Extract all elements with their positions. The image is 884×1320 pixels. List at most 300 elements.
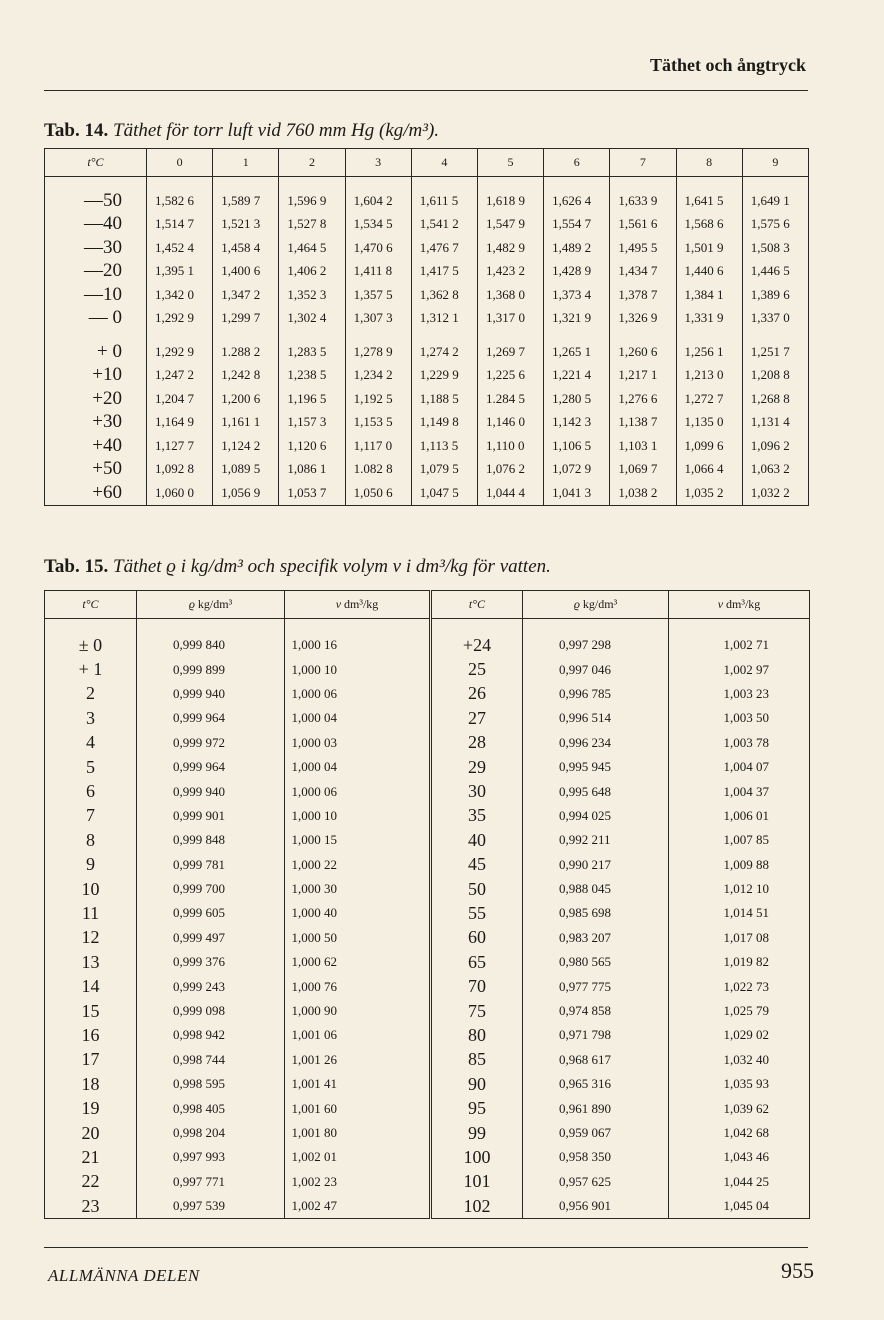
temperature-cell: 99 xyxy=(431,1121,523,1145)
temperature-cell: 80 xyxy=(431,1023,523,1047)
temperature-cell: 65 xyxy=(431,950,523,974)
temperature-cell: 26 xyxy=(431,682,523,706)
density-cell: 1,142 3 xyxy=(544,411,610,435)
specific-volume-cell: 1,000 22 xyxy=(285,853,431,877)
density-cell: 1,217 1 xyxy=(610,364,676,388)
table-row xyxy=(45,731,810,755)
density-cell: 0,980 565 xyxy=(523,950,669,974)
density-cell: 0,996 514 xyxy=(523,706,669,730)
t14-col-header: 4 xyxy=(411,149,477,177)
density-cell: 1,069 7 xyxy=(610,458,676,482)
density-cell: 0,977 775 xyxy=(523,974,669,998)
density-cell: 1,357 5 xyxy=(345,283,411,307)
specific-volume-cell: 1,017 08 xyxy=(669,926,810,950)
temperature-cell: 45 xyxy=(431,853,523,877)
specific-volume-cell: 1,000 06 xyxy=(285,779,431,803)
density-cell: 1,131 4 xyxy=(742,411,808,435)
temperature-cell: —30 xyxy=(45,236,147,260)
temperature-cell: 16 xyxy=(45,1023,137,1047)
temperature-cell: 55 xyxy=(431,901,523,925)
density-cell: 0,997 993 xyxy=(137,1145,285,1169)
density-cell: 1,060 0 xyxy=(147,481,213,505)
density-cell: 1,326 9 xyxy=(610,307,676,331)
density-cell: 1,113 5 xyxy=(411,434,477,458)
density-cell: 1,299 7 xyxy=(213,307,279,331)
temperature-cell: 8 xyxy=(45,828,137,852)
density-cell: 0,996 234 xyxy=(523,731,669,755)
density-cell: 1,417 5 xyxy=(411,260,477,284)
density-cell: 0,999 901 xyxy=(137,804,285,828)
temperature-cell: 17 xyxy=(45,1048,137,1072)
density-cell: 1,103 1 xyxy=(610,434,676,458)
specific-volume-cell: 1,009 88 xyxy=(669,853,810,877)
density-cell: 1,283 5 xyxy=(279,340,345,364)
density-cell: 0,999 964 xyxy=(137,706,285,730)
density-cell: 1,268 8 xyxy=(742,387,808,411)
density-cell: 1,200 6 xyxy=(213,387,279,411)
temperature-cell: 60 xyxy=(431,926,523,950)
density-cell: 0,958 350 xyxy=(523,1145,669,1169)
density-cell: 1,508 3 xyxy=(742,236,808,260)
density-cell: 0,956 901 xyxy=(523,1194,669,1219)
specific-volume-cell: 1,000 16 xyxy=(285,633,431,657)
density-cell: 0,999 605 xyxy=(137,901,285,925)
density-cell: 0,999 940 xyxy=(137,779,285,803)
specific-volume-cell: 1,022 73 xyxy=(669,974,810,998)
table-row xyxy=(45,877,810,901)
density-cell: 1,423 2 xyxy=(477,260,543,284)
water-density-table xyxy=(44,590,810,1219)
density-cell: 1,534 5 xyxy=(345,213,411,237)
density-cell: 1,035 2 xyxy=(676,481,742,505)
specific-volume-cell: 1,003 78 xyxy=(669,731,810,755)
density-cell: 0,999 972 xyxy=(137,731,285,755)
density-cell: 0,983 207 xyxy=(523,926,669,950)
t15-col-rho-right: ϱ kg/dm³ xyxy=(523,591,669,619)
temperature-cell: 50 xyxy=(431,877,523,901)
density-cell: 1,292 9 xyxy=(147,340,213,364)
density-cell: 0,995 648 xyxy=(523,779,669,803)
density-cell: 0,999 376 xyxy=(137,950,285,974)
density-cell: 1,149 8 xyxy=(411,411,477,435)
temperature-cell: 2 xyxy=(45,682,137,706)
specific-volume-cell: 1,000 76 xyxy=(285,974,431,998)
density-cell: 1,321 9 xyxy=(544,307,610,331)
specific-volume-cell: 1,014 51 xyxy=(669,901,810,925)
temperature-cell: +20 xyxy=(45,387,147,411)
density-cell: 1,428 9 xyxy=(544,260,610,284)
density-cell: 1,164 9 xyxy=(147,411,213,435)
density-cell: 1,188 5 xyxy=(411,387,477,411)
density-cell: 1,395 1 xyxy=(147,260,213,284)
density-cell: 1,633 9 xyxy=(610,189,676,213)
specific-volume-cell: 1,000 10 xyxy=(285,657,431,681)
density-cell: 0,999 781 xyxy=(137,853,285,877)
density-cell: 1,470 6 xyxy=(345,236,411,260)
density-cell: 0,999 840 xyxy=(137,633,285,657)
density-cell: 0,957 625 xyxy=(523,1170,669,1194)
specific-volume-cell: 1,006 01 xyxy=(669,804,810,828)
specific-volume-cell: 1,003 23 xyxy=(669,682,810,706)
t14-col-header: 0 xyxy=(147,149,213,177)
density-cell: 1,120 6 xyxy=(279,434,345,458)
specific-volume-cell: 1,002 47 xyxy=(285,1194,431,1219)
density-cell: 0,990 217 xyxy=(523,853,669,877)
specific-volume-cell: 1,002 01 xyxy=(285,1145,431,1169)
density-cell: 1,434 7 xyxy=(610,260,676,284)
density-cell: 1.288 2 xyxy=(213,340,279,364)
density-cell: 0,971 798 xyxy=(523,1023,669,1047)
density-cell: 1,063 2 xyxy=(742,458,808,482)
temperature-cell: 27 xyxy=(431,706,523,730)
temperature-cell: 102 xyxy=(431,1194,523,1219)
table-row xyxy=(45,307,809,331)
temperature-cell: 75 xyxy=(431,999,523,1023)
density-cell: 0,999 700 xyxy=(137,877,285,901)
density-cell: 0,998 405 xyxy=(137,1096,285,1120)
specific-volume-cell: 1,042 68 xyxy=(669,1121,810,1145)
density-cell: 0,999 243 xyxy=(137,974,285,998)
table-row xyxy=(45,481,809,505)
t14-col-header: 6 xyxy=(544,149,610,177)
density-cell: 0,959 067 xyxy=(523,1121,669,1145)
density-cell: 1,649 1 xyxy=(742,189,808,213)
temperature-cell: 7 xyxy=(45,804,137,828)
density-cell: 1,452 4 xyxy=(147,236,213,260)
density-cell: 0,998 744 xyxy=(137,1048,285,1072)
density-cell: 0,985 698 xyxy=(523,901,669,925)
density-cell: 1,292 9 xyxy=(147,307,213,331)
density-cell: 1,032 2 xyxy=(742,481,808,505)
specific-volume-cell: 1,035 93 xyxy=(669,1072,810,1096)
density-cell: 1,278 9 xyxy=(345,340,411,364)
density-cell: 1,495 5 xyxy=(610,236,676,260)
density-cell: 0,965 316 xyxy=(523,1072,669,1096)
density-cell: 1,044 4 xyxy=(477,481,543,505)
specific-volume-cell: 1,043 46 xyxy=(669,1145,810,1169)
density-cell: 1,089 5 xyxy=(213,458,279,482)
specific-volume-cell: 1,000 04 xyxy=(285,706,431,730)
density-cell: 1,208 8 xyxy=(742,364,808,388)
density-cell: 1,110 0 xyxy=(477,434,543,458)
specific-volume-cell: 1,000 03 xyxy=(285,731,431,755)
density-cell: 1,342 0 xyxy=(147,283,213,307)
density-cell: 1,047 5 xyxy=(411,481,477,505)
density-cell: 1,196 5 xyxy=(279,387,345,411)
table-row xyxy=(45,260,809,284)
density-cell: 1,476 7 xyxy=(411,236,477,260)
density-cell: 1,307 3 xyxy=(345,307,411,331)
density-cell: 1,153 5 xyxy=(345,411,411,435)
table14-label: Tab. 14. xyxy=(44,120,109,141)
density-cell: 1,626 4 xyxy=(544,189,610,213)
density-cell: 1,489 2 xyxy=(544,236,610,260)
specific-volume-cell: 1,039 62 xyxy=(669,1096,810,1120)
temperature-cell: 85 xyxy=(431,1048,523,1072)
density-cell: 1,280 5 xyxy=(544,387,610,411)
temperature-cell: —50 xyxy=(45,189,147,213)
t15-col-t-right: t°C xyxy=(431,591,523,619)
density-cell: 1,501 9 xyxy=(676,236,742,260)
specific-volume-cell: 1,001 06 xyxy=(285,1023,431,1047)
density-cell: 1,076 2 xyxy=(477,458,543,482)
t14-col-header: 7 xyxy=(610,149,676,177)
air-density-table xyxy=(44,148,809,506)
density-cell: 0,988 045 xyxy=(523,877,669,901)
density-cell: 1,362 8 xyxy=(411,283,477,307)
density-cell: 1,547 9 xyxy=(477,213,543,237)
t14-col-header: t°C xyxy=(45,149,147,177)
temperature-cell: 101 xyxy=(431,1170,523,1194)
density-cell: 1,117 0 xyxy=(345,434,411,458)
density-cell: 1,242 8 xyxy=(213,364,279,388)
density-cell: 1,079 5 xyxy=(411,458,477,482)
density-cell: 0,996 785 xyxy=(523,682,669,706)
density-cell: 0,968 617 xyxy=(523,1048,669,1072)
density-cell: 0,995 945 xyxy=(523,755,669,779)
density-cell: 1,368 0 xyxy=(477,283,543,307)
density-cell: 1.284 5 xyxy=(477,387,543,411)
density-cell: 1,458 4 xyxy=(213,236,279,260)
table-row xyxy=(45,458,809,482)
density-cell: 1,229 9 xyxy=(411,364,477,388)
specific-volume-cell: 1,002 71 xyxy=(669,633,810,657)
density-cell: 1,352 3 xyxy=(279,283,345,307)
table-row xyxy=(45,779,810,803)
table-row xyxy=(45,1023,810,1047)
temperature-cell: +30 xyxy=(45,411,147,435)
specific-volume-cell: 1,000 40 xyxy=(285,901,431,925)
density-cell: 0,999 098 xyxy=(137,999,285,1023)
specific-volume-cell: 1,000 15 xyxy=(285,828,431,852)
density-cell: 1.082 8 xyxy=(345,458,411,482)
table15-title: Täthet ϱ i kg/dm³ och specifik volym v i dm³/kg för vatten. xyxy=(113,556,551,577)
density-cell: 0,992 211 xyxy=(523,828,669,852)
specific-volume-cell: 1,032 40 xyxy=(669,1048,810,1072)
density-cell: 1,050 6 xyxy=(345,481,411,505)
density-cell: 1,157 3 xyxy=(279,411,345,435)
table-row xyxy=(45,387,809,411)
temperature-cell: +50 xyxy=(45,458,147,482)
density-cell: 1,618 9 xyxy=(477,189,543,213)
section-name: ALLMÄNNA DELEN xyxy=(48,1266,200,1285)
density-cell: 0,999 940 xyxy=(137,682,285,706)
density-cell: 1,106 5 xyxy=(544,434,610,458)
density-cell: 0,974 858 xyxy=(523,999,669,1023)
temperature-cell: +24 xyxy=(431,633,523,657)
density-cell: 1,274 2 xyxy=(411,340,477,364)
specific-volume-cell: 1,025 79 xyxy=(669,999,810,1023)
specific-volume-cell: 1,000 06 xyxy=(285,682,431,706)
temperature-cell: —10 xyxy=(45,283,147,307)
density-cell: 0,999 899 xyxy=(137,657,285,681)
specific-volume-cell: 1,044 25 xyxy=(669,1170,810,1194)
temperature-cell: 23 xyxy=(45,1194,137,1219)
table-row xyxy=(45,213,809,237)
density-cell: 1,192 5 xyxy=(345,387,411,411)
t15-col-rho-left: ϱ kg/dm³ xyxy=(137,591,285,619)
table-row xyxy=(45,633,810,657)
table-row xyxy=(45,236,809,260)
temperature-cell: ± 0 xyxy=(45,633,137,657)
table-row xyxy=(45,1121,810,1145)
specific-volume-cell: 1,002 23 xyxy=(285,1170,431,1194)
temperature-cell: 30 xyxy=(431,779,523,803)
table-row xyxy=(45,755,810,779)
specific-volume-cell: 1,019 82 xyxy=(669,950,810,974)
specific-volume-cell: 1,000 10 xyxy=(285,804,431,828)
density-cell: 1,146 0 xyxy=(477,411,543,435)
t14-col-header: 2 xyxy=(279,149,345,177)
density-cell: 1,384 1 xyxy=(676,283,742,307)
table15-label: Tab. 15. xyxy=(44,556,109,577)
specific-volume-cell: 1,012 10 xyxy=(669,877,810,901)
temperature-cell: 100 xyxy=(431,1145,523,1169)
density-cell: 1,411 8 xyxy=(345,260,411,284)
temperature-cell: — 0 xyxy=(45,307,147,331)
table-row xyxy=(45,1072,810,1096)
density-cell: 1,389 6 xyxy=(742,283,808,307)
t14-col-header: 3 xyxy=(345,149,411,177)
table-row xyxy=(45,1048,810,1072)
density-cell: 0,961 890 xyxy=(523,1096,669,1120)
temperature-cell: 95 xyxy=(431,1096,523,1120)
density-cell: 1,260 6 xyxy=(610,340,676,364)
footer-rule xyxy=(44,1247,808,1248)
density-cell: 1,347 2 xyxy=(213,283,279,307)
table-row xyxy=(45,364,809,388)
temperature-cell: 5 xyxy=(45,755,137,779)
density-cell: 0,994 025 xyxy=(523,804,669,828)
specific-volume-cell: 1,002 97 xyxy=(669,657,810,681)
specific-volume-cell: 1,000 50 xyxy=(285,926,431,950)
density-cell: 1,440 6 xyxy=(676,260,742,284)
temperature-cell: 21 xyxy=(45,1145,137,1169)
density-cell: 1,641 5 xyxy=(676,189,742,213)
density-cell: 1,446 5 xyxy=(742,260,808,284)
t14-col-header: 8 xyxy=(676,149,742,177)
density-cell: 1,604 2 xyxy=(345,189,411,213)
table-row xyxy=(45,1170,810,1194)
temperature-cell: 25 xyxy=(431,657,523,681)
table-row xyxy=(45,1096,810,1120)
density-cell: 1,582 6 xyxy=(147,189,213,213)
specific-volume-cell: 1,045 04 xyxy=(669,1194,810,1219)
temperature-cell: 70 xyxy=(431,974,523,998)
specific-volume-cell: 1,004 37 xyxy=(669,779,810,803)
specific-volume-cell: 1,001 26 xyxy=(285,1048,431,1072)
density-cell: 0,997 046 xyxy=(523,657,669,681)
specific-volume-cell: 1,004 07 xyxy=(669,755,810,779)
temperature-cell: 22 xyxy=(45,1170,137,1194)
table-row xyxy=(45,853,810,877)
density-cell: 1,041 3 xyxy=(544,481,610,505)
density-cell: 1,554 7 xyxy=(544,213,610,237)
t15-col-t-left: t°C xyxy=(45,591,137,619)
density-cell: 1,092 8 xyxy=(147,458,213,482)
density-cell: 1,225 6 xyxy=(477,364,543,388)
density-cell: 1,611 5 xyxy=(411,189,477,213)
density-cell: 1,514 7 xyxy=(147,213,213,237)
density-cell: 1,596 9 xyxy=(279,189,345,213)
density-cell: 1,400 6 xyxy=(213,260,279,284)
specific-volume-cell: 1,000 90 xyxy=(285,999,431,1023)
table-row xyxy=(45,189,809,213)
density-cell: 1,056 9 xyxy=(213,481,279,505)
temperature-cell: 29 xyxy=(431,755,523,779)
density-cell: 0,998 942 xyxy=(137,1023,285,1047)
temperature-cell: 4 xyxy=(45,731,137,755)
temperature-cell: 14 xyxy=(45,974,137,998)
running-title: Täthet och ångtryck xyxy=(650,55,806,75)
temperature-cell: 19 xyxy=(45,1096,137,1120)
density-cell: 1,272 7 xyxy=(676,387,742,411)
density-cell: 0,997 771 xyxy=(137,1170,285,1194)
density-cell: 1,464 5 xyxy=(279,236,345,260)
density-cell: 0,998 595 xyxy=(137,1072,285,1096)
temperature-cell: 15 xyxy=(45,999,137,1023)
density-cell: 1,575 6 xyxy=(742,213,808,237)
density-cell: 1,265 1 xyxy=(544,340,610,364)
density-cell: 1,331 9 xyxy=(676,307,742,331)
density-cell: 0,999 848 xyxy=(137,828,285,852)
density-cell: 0,998 204 xyxy=(137,1121,285,1145)
t15-col-v-left: v dm³/kg xyxy=(285,591,431,619)
table-row xyxy=(45,1194,810,1219)
density-cell: 1,568 6 xyxy=(676,213,742,237)
temperature-cell: 9 xyxy=(45,853,137,877)
t14-col-header: 9 xyxy=(742,149,808,177)
density-cell: 1,521 3 xyxy=(213,213,279,237)
density-cell: 1,086 1 xyxy=(279,458,345,482)
temperature-cell: 12 xyxy=(45,926,137,950)
specific-volume-cell: 1,001 41 xyxy=(285,1072,431,1096)
specific-volume-cell: 1,000 04 xyxy=(285,755,431,779)
specific-volume-cell: 1,001 60 xyxy=(285,1096,431,1120)
temperature-cell: + 0 xyxy=(45,340,147,364)
temperature-cell: +40 xyxy=(45,434,147,458)
density-cell: 1,124 2 xyxy=(213,434,279,458)
table14-title: Täthet för torr luft vid 760 mm Hg (kg/m³). xyxy=(113,120,440,141)
density-cell: 0,997 298 xyxy=(523,633,669,657)
temperature-cell: + 1 xyxy=(45,657,137,681)
density-cell: 1,161 1 xyxy=(213,411,279,435)
table-row xyxy=(45,1145,810,1169)
temperature-cell: 10 xyxy=(45,877,137,901)
density-cell: 1,276 6 xyxy=(610,387,676,411)
density-cell: 1,066 4 xyxy=(676,458,742,482)
table-row xyxy=(45,804,810,828)
table-row xyxy=(45,434,809,458)
table-row xyxy=(45,706,810,730)
density-cell: 1,561 6 xyxy=(610,213,676,237)
temperature-cell: 18 xyxy=(45,1072,137,1096)
density-cell: 1,406 2 xyxy=(279,260,345,284)
density-cell: 1,541 2 xyxy=(411,213,477,237)
density-cell: 0,999 497 xyxy=(137,926,285,950)
table14-caption xyxy=(44,120,439,142)
temperature-cell: 28 xyxy=(431,731,523,755)
density-cell: 1,247 2 xyxy=(147,364,213,388)
temperature-cell: +60 xyxy=(45,481,147,505)
density-cell: 1,213 0 xyxy=(676,364,742,388)
temperature-cell: 11 xyxy=(45,901,137,925)
density-cell: 1,127 7 xyxy=(147,434,213,458)
specific-volume-cell: 1,029 02 xyxy=(669,1023,810,1047)
density-cell: 1,373 4 xyxy=(544,283,610,307)
temperature-cell: 90 xyxy=(431,1072,523,1096)
temperature-cell: —20 xyxy=(45,260,147,284)
